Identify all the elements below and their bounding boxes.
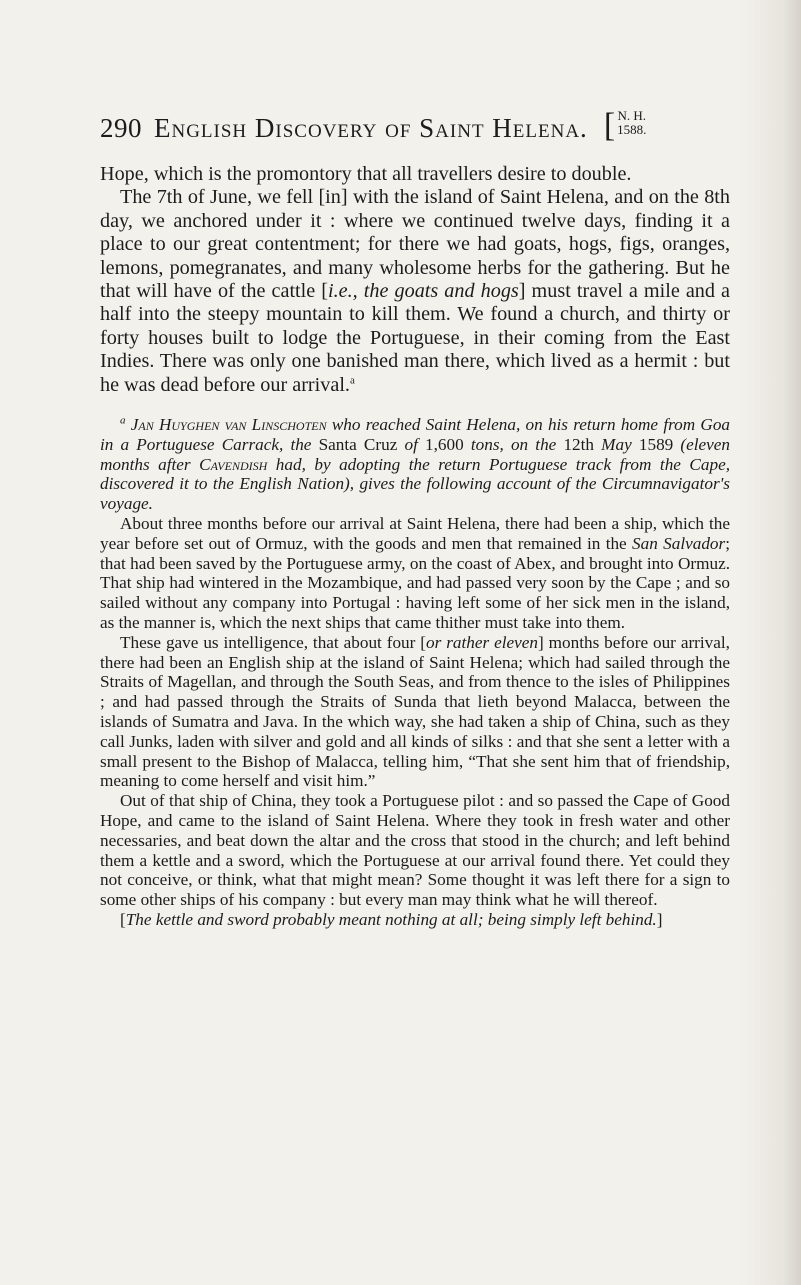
page-number: 290	[100, 113, 142, 143]
page-edge-shadow	[741, 0, 801, 1285]
footnote-paragraph-3: Out of that ship of China, they took a Portuguese pilot : and so passed the Cape of Good Hope, and came to the island of Saint Helena. Where they took in fresh water and other necessaries, and beat down the altar and the cross that stood in the church; and left behind them a kettle and a sword, which the Portuguese at our arrival found there. Yet could they not conceive, or think, what that might mean? Some thought it was left there for a sign to some other ships of his company : but every man may think what he will thereof.	[100, 791, 730, 910]
main-text	[100, 163, 730, 397]
footnote-paragraph-1: About three months before our arrival at Saint Helena, there had been a ship, which the year before set out of Ormuz, with the goods and men that remained in the San Salvador; that had been saved by the Portuguese army, on the coast of Abex, and brought into Ormuz. That ship had wintered in the Mozambique, and had passed very soon by the Cape ; and so sailed without any company into Portugal : having left some of her sick men in the island, as the manner is, which the next ships that came thither must take into them.	[100, 513, 730, 632]
footnote	[100, 415, 730, 930]
footnote-paragraph-2: These gave us intelligence, that about four [or rather eleven] months before our arrival, there had been an English ship at the island of Saint Helena; which had sailed through the Straits of Magellan, and through the South Seas, and from thence to the isles of Philippines ; and had passed through the Straits of Sunda that lieth beyond Malacca, between the islands of Sumatra and Java. In the which way, she had taken a ship of China, such as they call Junks, laden with silver and gold and all kinds of silks : and that she sent a letter with a small present to the Bishop of Malacca, telling him, “That she sent him that of friendship, meaning to come herself and visit him.”	[100, 632, 730, 791]
date-marker: [ N. H. 1588.	[603, 107, 647, 144]
footnote-paragraph-4: [The kettle and sword probably meant nothing at all; being simply left behind.]	[120, 909, 663, 929]
running-head-title: English Discovery of Saint Helena.	[154, 113, 588, 143]
footnote-intro: $^a$ Jan Huyghen van Linschoten who reached Saint Helena, on his return home from Goa in a Portuguese Carrack, the Santa Cruz of 1,600 tons, on the 12th May 1589 (eleven months after Cavendish had, by adopting the return Portuguese track from the Cape, discovered it to the English Nation), gives the following account of the Circumnavigator's voyage.	[100, 414, 731, 514]
footnote-ref: a	[349, 373, 355, 386]
author-name: Jan Huyghen van Linschoten	[130, 415, 327, 434]
footnote-marker: a	[120, 414, 126, 427]
main-paragraph-2: The 7th of June, we fell [in] with the island of Saint Helena, and on the 8th day, we anchored under it : where we continued twelve days, finding it a place to our great contentment; for there we had goats, hogs, figs, oranges, lemons, pomegranates, and many wholesome herbs for the gathering. But he that will have of the cattle [i.e., the goats and hogs] must travel a mile and a half into the steepy mountain to kill them. We found a church, and thirty or forty houses built to lodge the Portuguese, in their coming from the East Indies. There was only one banished man there, which lived as a hermit : but he was dead before our arrival.$^a$	[100, 186, 730, 396]
main-paragraph-1: Hope, which is the promontory that all travellers desire to double.	[100, 163, 632, 185]
date-top: N. H.	[617, 108, 647, 123]
date-bottom: 1588.	[617, 122, 647, 137]
running-header	[100, 107, 740, 153]
